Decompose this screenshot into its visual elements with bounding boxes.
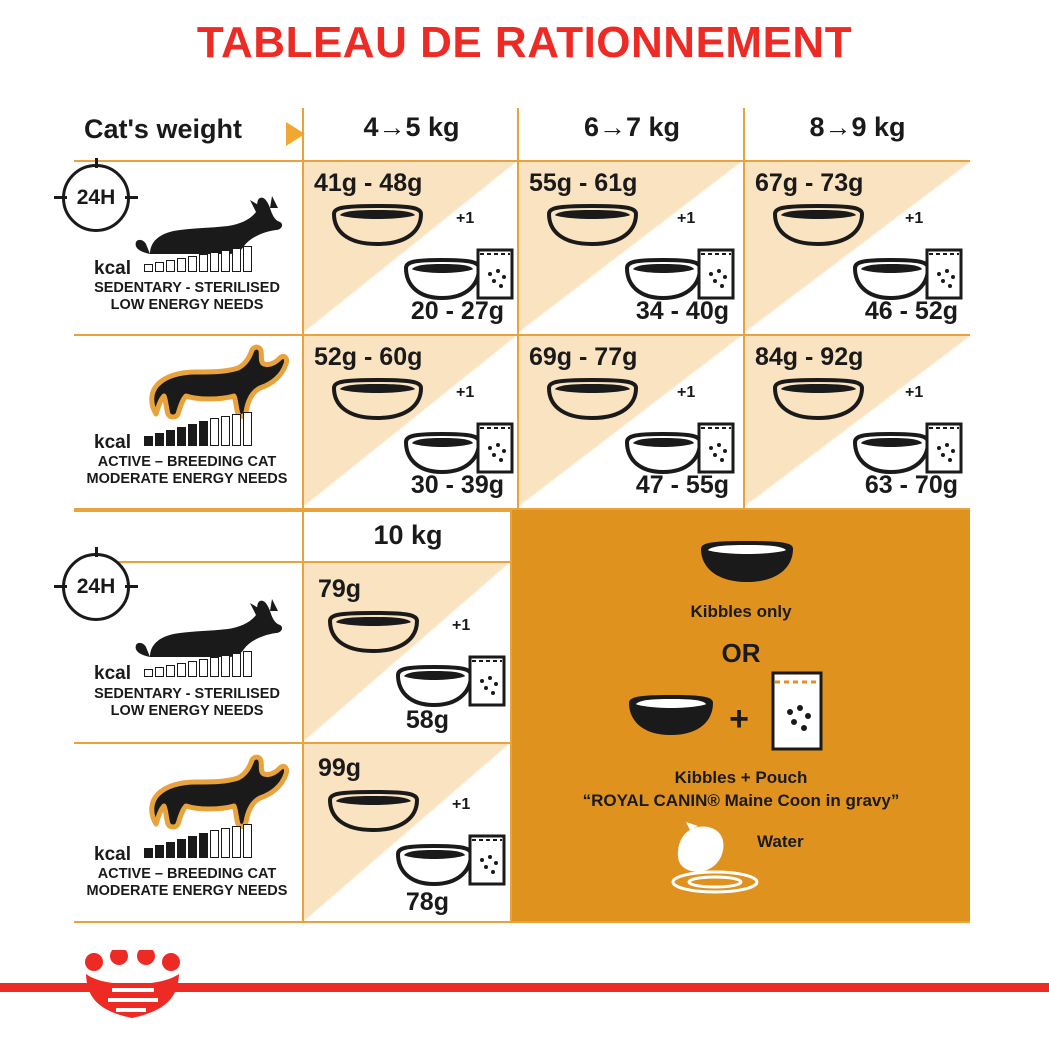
or-label: OR	[721, 638, 761, 668]
kibble-bowl-pouch-icon	[394, 830, 509, 892]
divider	[74, 921, 970, 923]
energy-bars-low	[144, 246, 254, 272]
page-title: TABLEAU DE RATIONNEMENT	[196, 18, 853, 67]
row-desc-line2: MODERATE ENERGY NEEDS	[86, 883, 288, 899]
kibble-bowl-icon	[330, 378, 425, 422]
cell-bottom-value: 63 - 70g	[864, 471, 958, 499]
cell-bottom-value: 20 - 27g	[410, 297, 504, 325]
weight-column-1: 4→5 kg	[363, 112, 460, 142]
kibble-bowl-pouch-icon	[394, 651, 509, 713]
row-desc-line1: SEDENTARY - STERILISED	[94, 280, 280, 296]
cell-top-value: 67g - 73g	[755, 169, 864, 197]
plus-one-label: +1	[456, 384, 475, 401]
royal-canin-crown-logo	[74, 950, 192, 1022]
row-desc-line1: ACTIVE – BREEDING CAT	[97, 866, 277, 882]
plus-one-label: +1	[456, 210, 475, 227]
row-desc-sedentary	[74, 162, 300, 332]
clock-24h-icon: 24H	[62, 553, 130, 621]
water-label: Water	[757, 832, 804, 851]
plus-one-label: +1	[677, 384, 696, 401]
cell-r1c2	[519, 162, 741, 332]
row-desc-active-10	[74, 744, 300, 921]
rationing-table	[74, 108, 970, 923]
cell-top-value: 84g - 92g	[755, 343, 864, 371]
cell-top-value: 52g - 60g	[314, 343, 423, 371]
row-desc-line1: SEDENTARY - STERILISED	[94, 686, 280, 702]
cell-top-value: 55g - 61g	[529, 169, 638, 197]
pouch-icon	[770, 670, 824, 752]
row-desc-line1: ACTIVE – BREEDING CAT	[97, 454, 277, 470]
kibbles-only-label: Kibbles only	[690, 602, 792, 621]
kibble-bowl-icon	[330, 204, 425, 248]
clock-24h-icon: 24H	[62, 164, 130, 232]
weight-column-10kg: 10 kg	[373, 520, 443, 550]
cell-r3c1	[304, 563, 509, 741]
kcal-label-3: kcal	[94, 663, 131, 684]
energy-bars-moderate	[144, 828, 254, 858]
cell-r4c1	[304, 744, 509, 921]
plus-one-label: +1	[905, 384, 924, 401]
cell-top-value: 99g	[318, 754, 362, 782]
kibble-bowl-icon	[326, 790, 421, 834]
divider	[510, 510, 512, 923]
cell-bottom-value: 30 - 39g	[410, 471, 504, 499]
cell-top-value: 79g	[318, 575, 362, 603]
cat-weight-label: Cat's weight	[84, 114, 242, 144]
active-cat-icon	[120, 752, 292, 830]
kibbles-pouch-label: Kibbles + Pouch	[674, 768, 808, 787]
cell-top-value: 41g - 48g	[314, 169, 423, 197]
kcal-label-2: kcal	[94, 432, 131, 453]
active-cat-icon	[120, 342, 292, 420]
plus-one-label: +1	[905, 210, 924, 227]
cell-r2c2	[519, 336, 741, 506]
row-desc-line2: MODERATE ENERGY NEEDS	[86, 471, 288, 487]
water-bowl-icon	[660, 822, 770, 898]
kibble-bowl-icon	[545, 204, 640, 248]
weight-column-2: 6→7 kg	[583, 112, 681, 142]
cell-r1c3	[745, 162, 970, 332]
row-desc-line2: LOW ENERGY NEEDS	[110, 703, 264, 719]
row-desc-line2: LOW ENERGY NEEDS	[110, 297, 264, 313]
kibble-bowl-icon	[771, 204, 866, 248]
plus-one-label: +1	[452, 796, 471, 813]
table-header	[74, 108, 970, 160]
cell-r2c3	[745, 336, 970, 506]
cell-bottom-value: 58g	[405, 706, 449, 734]
cell-bottom-value: 34 - 40g	[635, 297, 729, 325]
kibble-bowl-icon	[771, 378, 866, 422]
row-desc-active	[74, 336, 300, 506]
energy-bars-moderate	[144, 416, 254, 446]
kibble-bowl-icon	[625, 692, 717, 738]
row-desc-sedentary-10	[74, 563, 300, 741]
kibbles-only-bowl-icon	[697, 538, 797, 586]
cell-bottom-value: 78g	[405, 888, 449, 916]
energy-bars-low	[144, 651, 254, 677]
cell-bottom-value: 46 - 52g	[864, 297, 958, 325]
cell-bottom-value: 47 - 55g	[635, 471, 729, 499]
cell-top-value: 69g - 77g	[529, 343, 638, 371]
divider	[74, 510, 512, 512]
kcal-label-4: kcal	[94, 844, 131, 865]
plus-label: +	[729, 700, 749, 738]
kibble-bowl-icon	[326, 611, 421, 655]
plus-one-label: +1	[452, 617, 471, 634]
kcal-label-1: kcal	[94, 258, 131, 279]
kibble-bowl-icon	[545, 378, 640, 422]
cell-r2c1	[304, 336, 516, 506]
plus-one-label: +1	[677, 210, 696, 227]
pouch-name-label: “ROYAL CANIN® Maine Coon in gravy”	[582, 791, 900, 810]
weight-column-3: 8→9 kg	[809, 112, 906, 142]
legend-panel	[512, 510, 970, 923]
cell-r1c1	[304, 162, 516, 332]
